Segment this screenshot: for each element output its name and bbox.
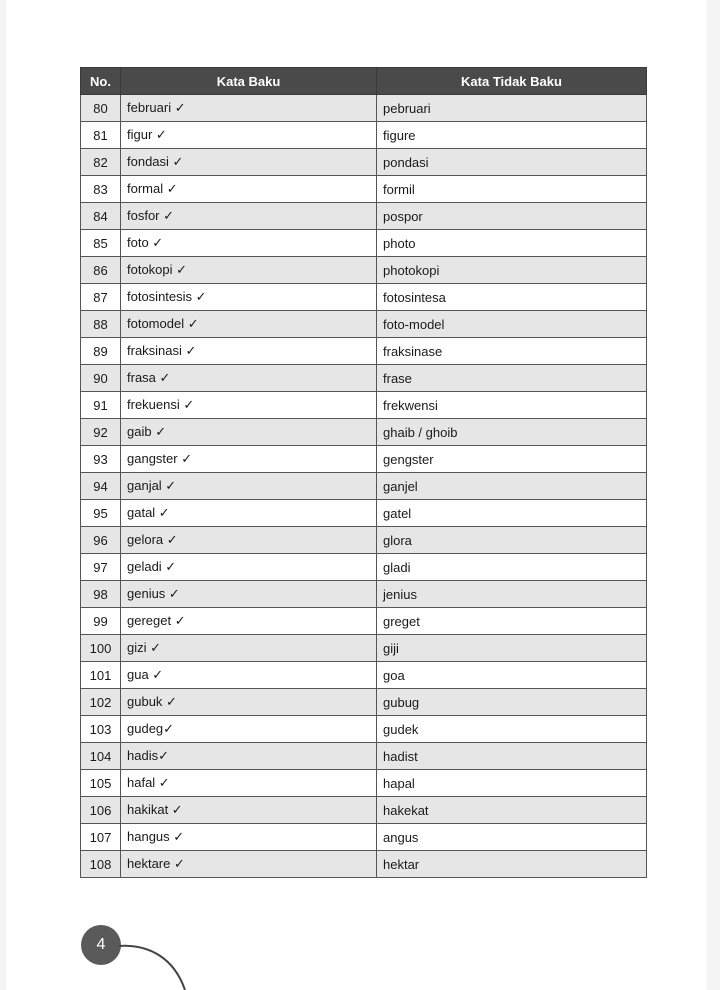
table-row bbox=[81, 419, 647, 446]
table-row bbox=[81, 689, 647, 716]
document-page bbox=[6, 0, 707, 990]
cell-kata-baku: fotosintesis ✓ bbox=[121, 284, 377, 311]
table-row bbox=[81, 581, 647, 608]
table-row bbox=[81, 743, 647, 770]
cell-kata-baku: hakikat ✓ bbox=[121, 797, 377, 824]
cell-kata-tidak-baku: giji bbox=[377, 635, 647, 662]
cell-no: 100 bbox=[81, 635, 121, 662]
table-row bbox=[81, 473, 647, 500]
table-row bbox=[81, 176, 647, 203]
cell-no: 97 bbox=[81, 554, 121, 581]
cell-no: 87 bbox=[81, 284, 121, 311]
cell-kata-baku: februari ✓ bbox=[121, 95, 377, 122]
cell-kata-baku: gudeg✓ bbox=[121, 716, 377, 743]
table-row bbox=[81, 446, 647, 473]
cell-no: 108 bbox=[81, 851, 121, 878]
word-table bbox=[80, 67, 647, 878]
cell-kata-baku: fraksinasi ✓ bbox=[121, 338, 377, 365]
table-row bbox=[81, 824, 647, 851]
cell-kata-tidak-baku: figure bbox=[377, 122, 647, 149]
table-row bbox=[81, 203, 647, 230]
cell-no: 102 bbox=[81, 689, 121, 716]
table-row bbox=[81, 149, 647, 176]
cell-no: 106 bbox=[81, 797, 121, 824]
cell-kata-baku: gaib ✓ bbox=[121, 419, 377, 446]
table-row bbox=[81, 770, 647, 797]
table-row bbox=[81, 284, 647, 311]
cell-kata-baku: foto ✓ bbox=[121, 230, 377, 257]
table-row bbox=[81, 716, 647, 743]
table-row bbox=[81, 662, 647, 689]
cell-no: 107 bbox=[81, 824, 121, 851]
cell-kata-baku: formal ✓ bbox=[121, 176, 377, 203]
cell-no: 82 bbox=[81, 149, 121, 176]
table-row bbox=[81, 338, 647, 365]
cell-kata-tidak-baku: gladi bbox=[377, 554, 647, 581]
cell-kata-tidak-baku: angus bbox=[377, 824, 647, 851]
table-row bbox=[81, 554, 647, 581]
table-row bbox=[81, 527, 647, 554]
cell-kata-tidak-baku: gatel bbox=[377, 500, 647, 527]
cell-kata-tidak-baku: fotosintesa bbox=[377, 284, 647, 311]
cell-kata-tidak-baku: photokopi bbox=[377, 257, 647, 284]
cell-kata-baku: gua ✓ bbox=[121, 662, 377, 689]
cell-kata-baku: geladi ✓ bbox=[121, 554, 377, 581]
cell-no: 81 bbox=[81, 122, 121, 149]
table-row bbox=[81, 365, 647, 392]
table-body bbox=[81, 95, 647, 878]
cell-kata-tidak-baku: fraksinase bbox=[377, 338, 647, 365]
cell-kata-baku: frekuensi ✓ bbox=[121, 392, 377, 419]
cell-kata-tidak-baku: formil bbox=[377, 176, 647, 203]
cell-kata-tidak-baku: pondasi bbox=[377, 149, 647, 176]
table-row bbox=[81, 257, 647, 284]
cell-kata-tidak-baku: foto-model bbox=[377, 311, 647, 338]
cell-kata-baku: fosfor ✓ bbox=[121, 203, 377, 230]
cell-kata-baku: gatal ✓ bbox=[121, 500, 377, 527]
cell-kata-tidak-baku: pebruari bbox=[377, 95, 647, 122]
cell-kata-baku: hadis✓ bbox=[121, 743, 377, 770]
cell-kata-tidak-baku: hadist bbox=[377, 743, 647, 770]
page-number-decoration bbox=[119, 944, 199, 990]
table-header bbox=[81, 68, 647, 95]
cell-kata-baku: figur ✓ bbox=[121, 122, 377, 149]
table-row bbox=[81, 230, 647, 257]
cell-kata-baku: gangster ✓ bbox=[121, 446, 377, 473]
cell-no: 83 bbox=[81, 176, 121, 203]
cell-kata-baku: fotokopi ✓ bbox=[121, 257, 377, 284]
cell-kata-baku: gelora ✓ bbox=[121, 527, 377, 554]
cell-no: 86 bbox=[81, 257, 121, 284]
cell-kata-tidak-baku: hektar bbox=[377, 851, 647, 878]
cell-kata-baku: fondasi ✓ bbox=[121, 149, 377, 176]
table-row bbox=[81, 392, 647, 419]
cell-kata-tidak-baku: gudek bbox=[377, 716, 647, 743]
cell-no: 94 bbox=[81, 473, 121, 500]
cell-kata-baku: hektare ✓ bbox=[121, 851, 377, 878]
cell-no: 99 bbox=[81, 608, 121, 635]
cell-no: 85 bbox=[81, 230, 121, 257]
cell-no: 91 bbox=[81, 392, 121, 419]
header-kata-baku: Kata Baku bbox=[121, 68, 377, 95]
cell-no: 105 bbox=[81, 770, 121, 797]
cell-no: 88 bbox=[81, 311, 121, 338]
cell-no: 103 bbox=[81, 716, 121, 743]
cell-no: 95 bbox=[81, 500, 121, 527]
cell-no: 101 bbox=[81, 662, 121, 689]
header-kata-tidak-baku: Kata Tidak Baku bbox=[377, 68, 647, 95]
cell-kata-tidak-baku: gubug bbox=[377, 689, 647, 716]
cell-kata-tidak-baku: photo bbox=[377, 230, 647, 257]
page-number-badge: 4 bbox=[81, 925, 121, 965]
cell-kata-tidak-baku: glora bbox=[377, 527, 647, 554]
cell-kata-tidak-baku: goa bbox=[377, 662, 647, 689]
cell-kata-tidak-baku: pospor bbox=[377, 203, 647, 230]
table-row bbox=[81, 635, 647, 662]
cell-kata-baku: genius ✓ bbox=[121, 581, 377, 608]
cell-kata-baku: ganjal ✓ bbox=[121, 473, 377, 500]
cell-kata-tidak-baku: jenius bbox=[377, 581, 647, 608]
cell-kata-baku: gubuk ✓ bbox=[121, 689, 377, 716]
cell-no: 98 bbox=[81, 581, 121, 608]
cell-kata-tidak-baku: hakekat bbox=[377, 797, 647, 824]
table-row bbox=[81, 608, 647, 635]
table-row bbox=[81, 122, 647, 149]
cell-no: 84 bbox=[81, 203, 121, 230]
cell-kata-baku: gereget ✓ bbox=[121, 608, 377, 635]
cell-no: 92 bbox=[81, 419, 121, 446]
cell-kata-tidak-baku: ganjel bbox=[377, 473, 647, 500]
cell-no: 104 bbox=[81, 743, 121, 770]
cell-no: 80 bbox=[81, 95, 121, 122]
cell-kata-tidak-baku: gengster bbox=[377, 446, 647, 473]
cell-kata-baku: fotomodel ✓ bbox=[121, 311, 377, 338]
cell-kata-baku: hangus ✓ bbox=[121, 824, 377, 851]
cell-kata-baku: gizi ✓ bbox=[121, 635, 377, 662]
cell-kata-baku: frasa ✓ bbox=[121, 365, 377, 392]
table-row bbox=[81, 851, 647, 878]
cell-kata-tidak-baku: ghaib / ghoib bbox=[377, 419, 647, 446]
cell-no: 93 bbox=[81, 446, 121, 473]
cell-kata-tidak-baku: frase bbox=[377, 365, 647, 392]
header-no: No. bbox=[81, 68, 121, 95]
cell-no: 96 bbox=[81, 527, 121, 554]
cell-kata-tidak-baku: greget bbox=[377, 608, 647, 635]
cell-no: 90 bbox=[81, 365, 121, 392]
table-row bbox=[81, 95, 647, 122]
cell-kata-tidak-baku: hapal bbox=[377, 770, 647, 797]
table-row bbox=[81, 500, 647, 527]
cell-kata-tidak-baku: frekwensi bbox=[377, 392, 647, 419]
cell-no: 89 bbox=[81, 338, 121, 365]
table-row bbox=[81, 797, 647, 824]
table-row bbox=[81, 311, 647, 338]
cell-kata-baku: hafal ✓ bbox=[121, 770, 377, 797]
